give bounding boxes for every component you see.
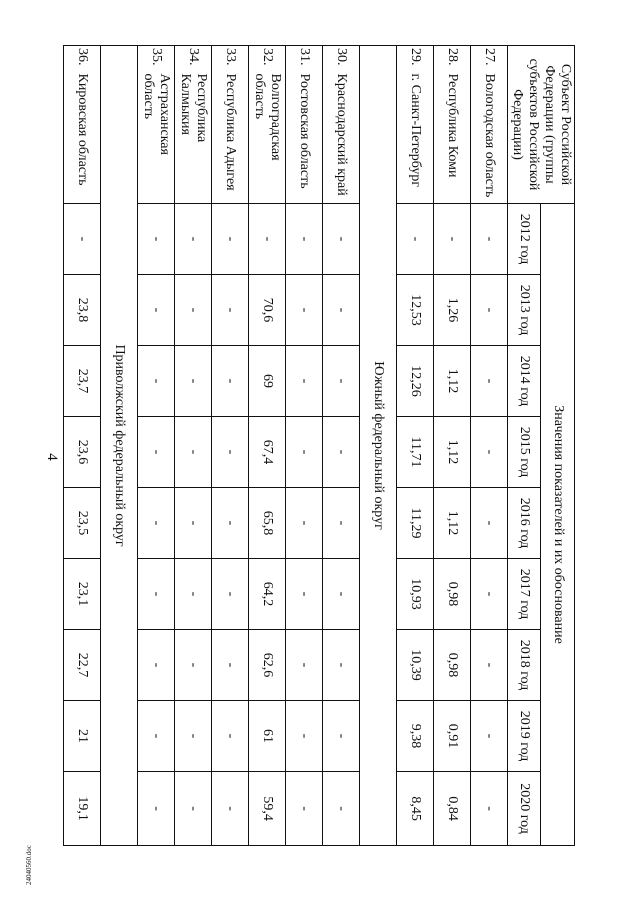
value-cell: - — [174, 275, 211, 346]
value-cell: - — [63, 204, 100, 275]
value-cell: - — [285, 630, 322, 701]
value-cell: 64,2 — [248, 559, 285, 630]
value-cell: 62,6 — [248, 630, 285, 701]
value-cell: - — [322, 630, 359, 701]
year-header: 2012 год — [507, 204, 541, 275]
subject-name: Краснодарский край — [322, 72, 359, 204]
value-cell: - — [211, 204, 248, 275]
table-row — [285, 46, 322, 846]
row-index: 34. — [174, 46, 211, 72]
value-cell: - — [285, 701, 322, 772]
value-cell: 0,98 — [433, 630, 470, 701]
value-cell: 69 — [248, 346, 285, 417]
value-cell: - — [285, 417, 322, 488]
page-number: 4 — [44, 453, 60, 461]
value-cell: 1,12 — [433, 417, 470, 488]
value-cell: 8,45 — [396, 772, 433, 846]
subject-name: Вологодская область — [470, 72, 507, 204]
district-row — [100, 46, 137, 846]
table-row — [396, 46, 433, 846]
value-cell: - — [174, 417, 211, 488]
value-cell: - — [470, 204, 507, 275]
value-cell: - — [470, 630, 507, 701]
value-cell: 1,26 — [433, 275, 470, 346]
value-cell: - — [470, 772, 507, 846]
table-row — [63, 46, 100, 846]
value-cell: 10,39 — [396, 630, 433, 701]
value-cell: 23,8 — [63, 275, 100, 346]
year-header: 2016 год — [507, 488, 541, 559]
footer-doc-id: 24040560.doc — [25, 845, 33, 885]
row-index: 28. — [433, 46, 470, 72]
value-cell: - — [470, 417, 507, 488]
value-cell: 0,84 — [433, 772, 470, 846]
value-cell: - — [322, 559, 359, 630]
value-cell: - — [137, 417, 174, 488]
value-cell: - — [322, 275, 359, 346]
value-cell: 11,29 — [396, 488, 433, 559]
value-cell: 61 — [248, 701, 285, 772]
indicators-table — [63, 45, 575, 846]
value-cell: 1,12 — [433, 488, 470, 559]
year-header: 2013 год — [507, 275, 541, 346]
value-cell: - — [211, 630, 248, 701]
row-index: 35. — [137, 46, 174, 72]
value-cell: - — [211, 559, 248, 630]
value-cell: 23,6 — [63, 417, 100, 488]
value-cell: - — [470, 275, 507, 346]
district-label: Приволжский федеральный округ — [100, 46, 137, 846]
value-cell: - — [322, 488, 359, 559]
value-cell: - — [211, 275, 248, 346]
table-row — [322, 46, 359, 846]
value-cell: 23,7 — [63, 346, 100, 417]
value-cell: - — [211, 488, 248, 559]
row-index: 29. — [396, 46, 433, 72]
value-cell: 0,91 — [433, 701, 470, 772]
value-cell: 10,93 — [396, 559, 433, 630]
value-cell: - — [174, 630, 211, 701]
table-row — [137, 46, 174, 846]
value-cell: - — [137, 488, 174, 559]
value-cell: - — [137, 204, 174, 275]
value-cell: - — [137, 346, 174, 417]
subject-name: Республика Адыгея — [211, 72, 248, 204]
value-cell: - — [211, 417, 248, 488]
row-index: 30. — [322, 46, 359, 72]
value-cell: - — [470, 346, 507, 417]
value-cell: - — [174, 346, 211, 417]
value-cell: - — [174, 204, 211, 275]
value-cell: 59,4 — [248, 772, 285, 846]
value-cell: 65,8 — [248, 488, 285, 559]
subject-name: г. Санкт-Петербург — [396, 72, 433, 204]
row-index: 33. — [211, 46, 248, 72]
value-cell: - — [322, 204, 359, 275]
value-cell: - — [285, 275, 322, 346]
year-header: 2020 год — [507, 772, 541, 846]
table-row — [470, 46, 507, 846]
subject-name: Волгоградская область — [248, 72, 285, 204]
rotated-table-wrapper — [74, 45, 575, 845]
value-cell: - — [470, 488, 507, 559]
value-cell: - — [322, 701, 359, 772]
value-cell: - — [285, 488, 322, 559]
table-row — [433, 46, 470, 846]
value-cell: - — [174, 701, 211, 772]
value-cell: - — [211, 701, 248, 772]
row-index: 31. — [285, 46, 322, 72]
value-cell: 12,26 — [396, 346, 433, 417]
value-cell: 12,53 — [396, 275, 433, 346]
value-cell: - — [137, 630, 174, 701]
value-cell: 1,12 — [433, 346, 470, 417]
value-cell: - — [174, 488, 211, 559]
value-cell: - — [174, 772, 211, 846]
value-cell: - — [285, 559, 322, 630]
table-row — [211, 46, 248, 846]
value-cell: 19,1 — [63, 772, 100, 846]
year-header: 2019 год — [507, 701, 541, 772]
value-cell: - — [137, 772, 174, 846]
value-cell: - — [396, 204, 433, 275]
year-header: 2018 год — [507, 630, 541, 701]
value-cell: - — [211, 346, 248, 417]
value-cell: 11,71 — [396, 417, 433, 488]
value-cell: - — [174, 559, 211, 630]
subject-name: Республика Калмыкия — [174, 72, 211, 204]
value-cell: 9,38 — [396, 701, 433, 772]
value-cell: - — [137, 701, 174, 772]
table-row — [248, 46, 285, 846]
subject-name: Республика Коми — [433, 72, 470, 204]
year-header: 2015 год — [507, 417, 541, 488]
value-cell: 70,6 — [248, 275, 285, 346]
subject-name: Астраханская область — [137, 72, 174, 204]
value-cell: - — [322, 772, 359, 846]
row-index: 32. — [248, 46, 285, 72]
value-cell: - — [470, 559, 507, 630]
subject-name: Кировская область — [63, 72, 100, 204]
value-cell: - — [285, 346, 322, 417]
values-group-header: Значения показателей и их обоснование — [541, 204, 575, 846]
value-cell: - — [285, 772, 322, 846]
district-row — [359, 46, 396, 846]
value-cell: 0,98 — [433, 559, 470, 630]
value-cell: - — [433, 204, 470, 275]
value-cell: 23,5 — [63, 488, 100, 559]
value-cell: - — [211, 772, 248, 846]
value-cell: 22,7 — [63, 630, 100, 701]
district-label: Южный федеральный округ — [359, 46, 396, 846]
table-row — [174, 46, 211, 846]
value-cell: - — [248, 204, 285, 275]
subject-column-header: Субъект Российской Федерации (группы субъектов Российской Федерации) — [507, 46, 574, 204]
value-cell: - — [137, 275, 174, 346]
value-cell: - — [322, 346, 359, 417]
value-cell: 21 — [63, 701, 100, 772]
value-cell: 23,1 — [63, 559, 100, 630]
value-cell: - — [285, 204, 322, 275]
row-index: 27. — [470, 46, 507, 72]
subject-name: Ростовская область — [285, 72, 322, 204]
year-header: 2014 год — [507, 346, 541, 417]
value-cell: - — [322, 417, 359, 488]
row-index: 36. — [63, 46, 100, 72]
value-cell: - — [470, 701, 507, 772]
year-header: 2017 год — [507, 559, 541, 630]
value-cell: - — [137, 559, 174, 630]
value-cell: 67,4 — [248, 417, 285, 488]
